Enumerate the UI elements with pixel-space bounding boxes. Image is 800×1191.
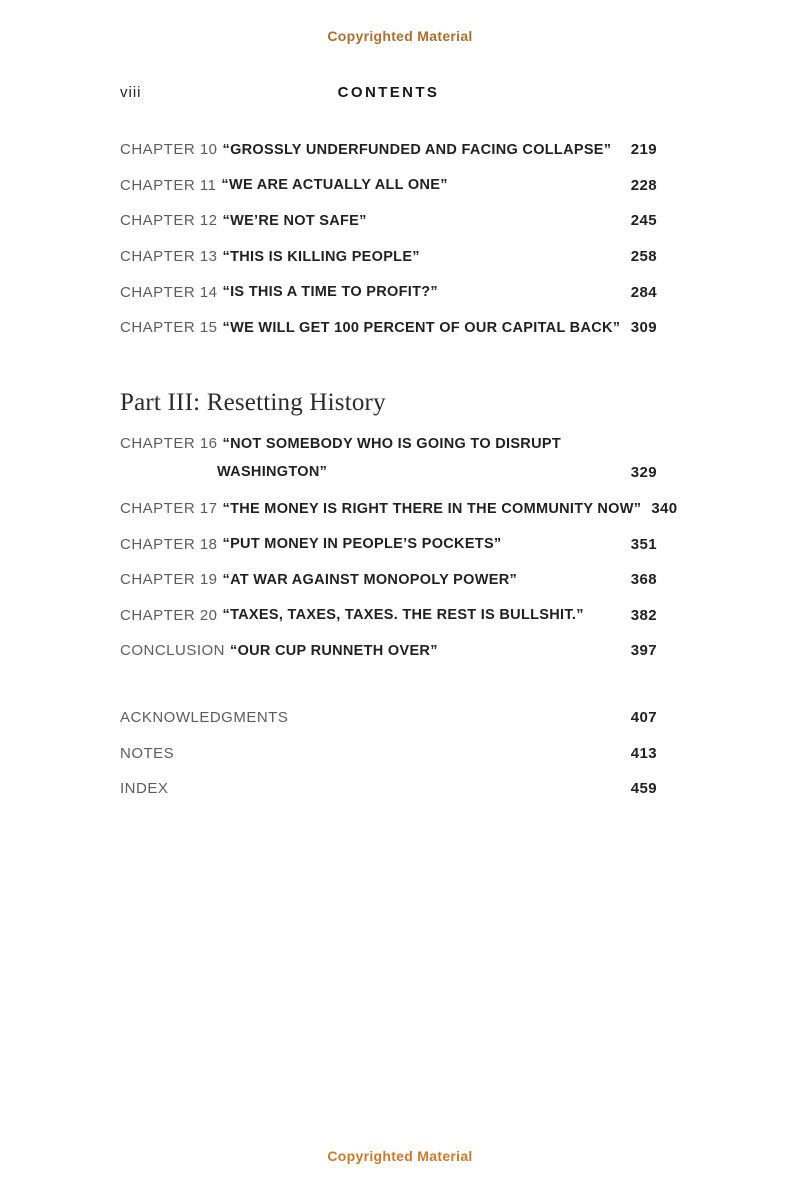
entry-label: CHAPTER 20	[120, 606, 218, 624]
toc-row	[120, 168, 657, 204]
running-head	[120, 84, 657, 102]
copyright-notice-top: Copyrighted Material	[327, 28, 473, 44]
page-number: 407	[630, 709, 657, 727]
copyright-notice-bottom: Copyrighted Material	[327, 1148, 473, 1164]
chapter-title: “AT WAR AGAINST MONOPOLY POWER”	[222, 571, 518, 588]
chapter-list-part2	[120, 132, 657, 346]
chapter-title: “PUT MONEY IN PEOPLE’S POCKETS”	[222, 536, 502, 553]
toc-row	[120, 203, 657, 239]
toc-row	[120, 526, 657, 562]
contents-heading: CONTENTS	[337, 84, 440, 101]
entry-label: CHAPTER 19	[120, 571, 218, 589]
toc-row	[120, 458, 657, 487]
chapter-title: “WE ARE ACTUALLY ALL ONE”	[221, 177, 448, 194]
toc-row	[120, 426, 657, 462]
chapter-title: “THIS IS KILLING PEOPLE”	[222, 248, 420, 265]
chapter-title: “THE MONEY IS RIGHT THERE IN THE COMMUNITY NOW”	[222, 500, 642, 517]
page-number: 228	[630, 176, 657, 194]
chapter-title: “TAXES, TAXES, TAXES. THE REST IS BULLSHIT.”	[222, 607, 584, 624]
toc-row	[120, 239, 657, 275]
entry-label: CHAPTER 18	[120, 535, 218, 553]
chapter-title-continued: WASHINGTON”	[217, 464, 328, 481]
entry-label: CHAPTER 12	[120, 212, 218, 230]
entry-label: CHAPTER 11	[120, 176, 217, 194]
page-number: 258	[630, 248, 657, 266]
toc-row	[120, 771, 657, 807]
toc-row	[120, 562, 657, 598]
toc-row	[120, 132, 657, 168]
entry-label: CHAPTER 13	[120, 248, 218, 266]
chapter-title: “OUR CUP RUNNETH OVER”	[230, 642, 438, 659]
toc-row	[120, 491, 678, 527]
page-number: 382	[630, 606, 657, 624]
page-number: 219	[630, 141, 657, 159]
chapter-title: “WE’RE NOT SAFE”	[222, 212, 367, 229]
toc-row	[120, 633, 657, 669]
page-number: 329	[630, 463, 657, 481]
chapter-list-part3	[120, 426, 678, 669]
page-number: 351	[630, 535, 657, 553]
part-heading: Part III: Resetting History	[120, 389, 386, 416]
entry-label: ACKNOWLEDGMENTS	[120, 709, 289, 727]
page-number: 284	[630, 283, 657, 301]
entry-label: CONCLUSION	[120, 642, 226, 660]
entry-label: NOTES	[120, 744, 175, 762]
backmatter-list	[120, 700, 657, 807]
page-number: 309	[630, 319, 657, 337]
chapter-title: “IS THIS A TIME TO PROFIT?”	[222, 284, 438, 301]
entry-label: CHAPTER 15	[120, 319, 218, 337]
entry-label: INDEX	[120, 780, 169, 798]
toc-row	[120, 700, 657, 736]
entry-label: CHAPTER 17	[120, 500, 218, 518]
entry-label: CHAPTER 16	[120, 435, 218, 453]
entry-label: CHAPTER 10	[120, 141, 218, 159]
page-number: 459	[630, 780, 657, 798]
page-number: 413	[630, 744, 657, 762]
toc-row	[120, 310, 657, 346]
toc-row	[120, 736, 657, 772]
page-number: 397	[630, 642, 657, 660]
toc-row	[120, 598, 657, 634]
chapter-title: “WE WILL GET 100 PERCENT OF OUR CAPITAL BACK”	[222, 319, 621, 336]
toc-row	[120, 274, 657, 310]
entry-label: CHAPTER 14	[120, 283, 218, 301]
chapter-title: “GROSSLY UNDERFUNDED AND FACING COLLAPSE”	[222, 141, 612, 158]
folio-page-number: viii	[120, 84, 142, 101]
page-number: 245	[630, 212, 657, 230]
chapter-title: “NOT SOMEBODY WHO IS GOING TO DISRUPT	[222, 435, 561, 452]
page-number: 368	[630, 571, 657, 589]
page-number: 340	[651, 500, 678, 518]
